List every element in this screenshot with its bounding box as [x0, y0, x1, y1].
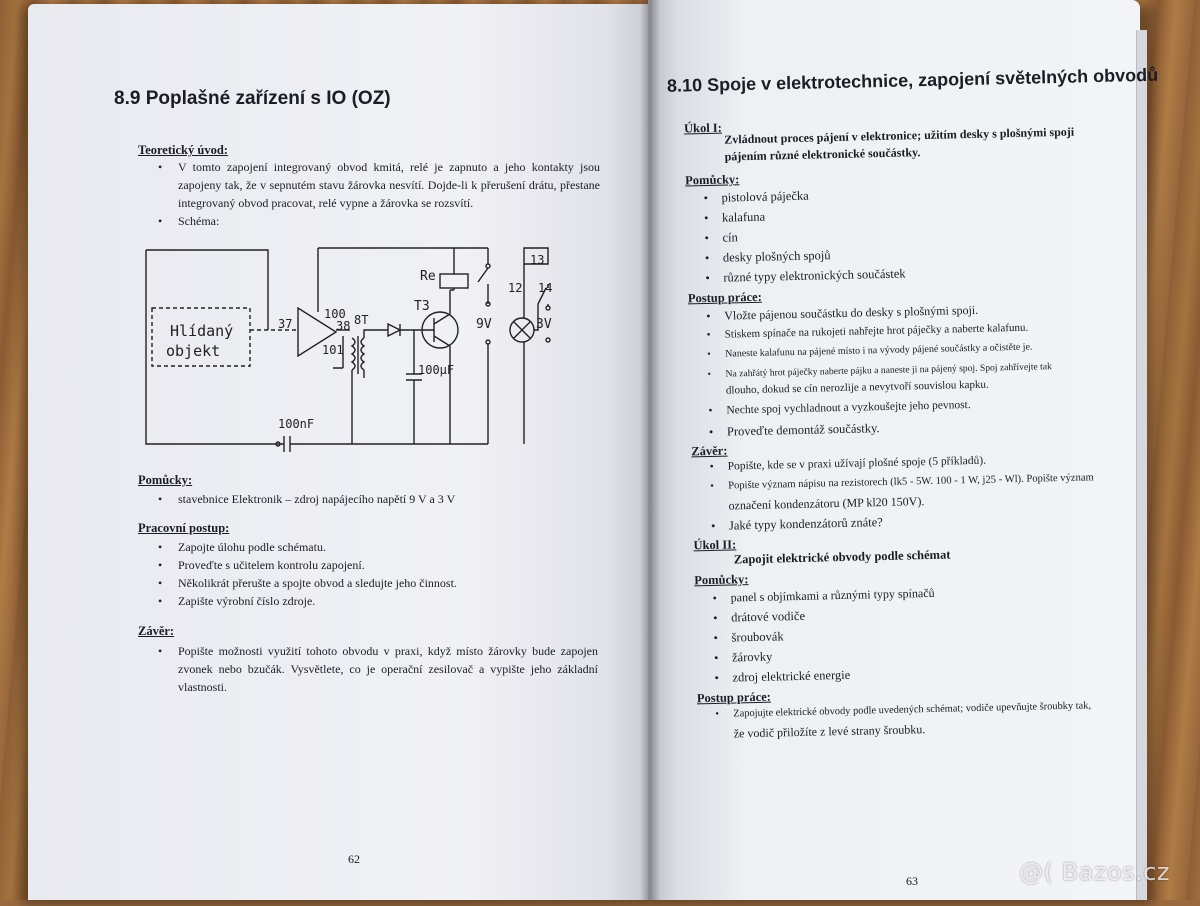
postup2-item [715, 700, 1092, 720]
schema-relay: Re [420, 269, 436, 284]
pomucky1-item [704, 248, 831, 266]
postup-text: Zapojte úlohu podle schématu. [178, 540, 326, 554]
postup2-item-cont [734, 722, 926, 741]
postup-item [158, 574, 457, 592]
bullet-icon: • [158, 160, 163, 174]
postup-text: Zapište výrobní číslo zdroje. [178, 594, 316, 608]
bullet-icon: • [158, 492, 163, 506]
page-edges [1136, 30, 1147, 900]
schema-hlidany-line2: objekt [166, 342, 221, 360]
pomucky-item [158, 490, 456, 508]
pomucky1-item [705, 266, 906, 286]
bullet-icon: • [713, 630, 719, 645]
left-page-number: 62 [348, 852, 360, 866]
pomucky1-text: cín [722, 230, 738, 245]
schema-14: 14 [538, 281, 553, 295]
postup-item [158, 556, 365, 574]
ukol1-text-line2: pájením různé elektronické součástky. [724, 145, 921, 164]
bullet-icon: • [158, 214, 163, 228]
schema-pin100: 100 [324, 307, 346, 321]
pomucky2-text: žárovky [731, 649, 773, 665]
zaver1-item-cont [728, 494, 924, 513]
watermark-text: @( Bazos.cz [1019, 858, 1170, 886]
bullet-icon: • [158, 644, 163, 658]
bullet-icon: • [158, 594, 163, 608]
pomucky1-text: desky plošných spojů [722, 248, 831, 265]
postup1-text: Nechte spoj vychladnout a vyzkoušejte jeho pevnost. [726, 399, 971, 417]
bullet-icon: • [713, 650, 719, 665]
bullet-icon: • [708, 404, 713, 417]
bullet-icon: • [703, 190, 709, 206]
postup1-item [707, 341, 1033, 361]
schema-3v: 3V [536, 317, 552, 332]
zaver1-item [710, 472, 1094, 492]
pomucky-heading: Pomůcky: [138, 473, 193, 487]
schema-pin37: 37 [278, 317, 293, 331]
bullet-icon: • [715, 708, 720, 720]
postup2-heading: Postup práce: [696, 689, 772, 706]
postup1-text: dlouho, dokud se cín nerozlije a nevytvoří souvislou kapku. [725, 378, 989, 397]
pomucky1-item [704, 230, 738, 246]
postup1-text: Proveďte demontáž součástky. [726, 421, 880, 439]
postup1-item [707, 361, 1052, 381]
postup1-text: Vložte pájenou součástku do desky s plošnými spoji. [724, 302, 979, 323]
bullet-icon: • [712, 610, 718, 625]
pomucky-text: stavebnice Elektronik – zdroj napájecího napětí 9 V a 3 V [178, 492, 456, 506]
pomucky2-item [714, 667, 851, 686]
postup1-item-cont [726, 379, 989, 397]
pomucky2-text: drátové vodiče [730, 608, 806, 625]
pomucky2-text: šroubovák [731, 629, 784, 645]
bullet-icon: • [158, 558, 163, 572]
schema-label-item [158, 212, 220, 230]
zaver-heading: Závěr: [138, 624, 175, 638]
postup1-text: Stiskem spínače na rukojeti nahřejte hrot páječky a naberte kalafunu. [724, 321, 1029, 341]
postup2-text: že vodič přiložíte z levé strany šroubku. [733, 722, 926, 741]
schema-trafo: 8T [354, 313, 369, 327]
right-page-title: 8.10 Spoje v elektrotechnice, zapojení světelných obvodů [666, 64, 1159, 96]
postup1-text: Na zahřátý hrot páječky naberte pájku a naneste ji na pájený spoj. Spoj zahřívejte tak [725, 361, 1052, 380]
schema-c2: 100nF [278, 417, 315, 431]
left-page-title: 8.9 Poplašné zařízení s IO (OZ) [114, 88, 391, 109]
zaver1-item [710, 515, 883, 533]
ukol1-text-line1: Zvládnout proces pájení v elektronice; užitím desky s plošnými spoji [724, 124, 1075, 147]
book-gutter [640, 0, 660, 900]
bullet-icon: • [704, 230, 710, 246]
postup-heading: Pracovní postup: [138, 521, 230, 535]
ukol2-label: Úkol II: [693, 537, 737, 553]
postup2-text: Zapojujte elektrické obvody podle uvedených schémat; vodiče upevňujte šroubky tak, [733, 700, 1092, 720]
schema-label: Schéma: [178, 214, 220, 228]
zaver-text: Popište možnosti využití tohoto obvodu v praxi, když místo žárovky bude zapojen zvonek nebo bzučák. Vysvětlete, co je operační zesilovač a vypište jeho základní vlastnosti. [178, 644, 598, 694]
bullet-icon: • [712, 590, 718, 605]
zaver1-text: Popište, kde se v praxi užívají plošné spoje (5 příkladů). [727, 454, 987, 473]
schema-pin101: 101 [322, 343, 344, 357]
postup-text: Proveďte s učitelem kontrolu zapojení. [178, 558, 365, 572]
postup-text: Několikrát přerušte a spojte obvod a sledujte jeho činnost. [178, 576, 457, 590]
ukol1-label: Úkol I: [683, 120, 723, 136]
ukol2-text: Zapojit elektrické obvody podle schémat [733, 547, 951, 567]
pomucky1-item [703, 188, 809, 206]
bullet-icon: • [703, 210, 709, 226]
bullet-icon: • [704, 250, 710, 266]
postup1-heading: Postup práce: [687, 289, 762, 306]
bullet-icon: • [158, 576, 163, 590]
pomucky2-heading: Pomůcky: [694, 572, 749, 588]
pomucky1-text: různé typy elektronických součástek [723, 266, 906, 285]
postup1-item [706, 302, 979, 324]
zaver1-text: Popište význam nápisu na rezistorech (lk5 - 5W. 100 - 1 W, j25 - Wl). Popište význam [728, 472, 1094, 492]
schema-c1: 100μF [418, 363, 455, 377]
postup1-item [708, 421, 880, 439]
circuit-schematic [138, 244, 558, 464]
bullet-icon: • [710, 518, 716, 533]
postup1-item [706, 321, 1029, 342]
zaver1-text: označení kondenzátoru (MP kl20 150V). [728, 494, 925, 513]
zaver1-text: Jaké typy kondenzátorů znáte? [728, 515, 883, 533]
right-page-number: 63 [906, 874, 918, 888]
bullet-icon: • [709, 460, 714, 473]
schema-t3: T3 [414, 299, 430, 314]
pomucky1-text: kalafuna [721, 209, 766, 225]
pomucky2-item [713, 649, 773, 666]
bullet-icon: • [710, 480, 714, 492]
zaver1-item [709, 454, 987, 473]
postup-item [158, 538, 326, 556]
pomucky2-item [712, 585, 935, 606]
teoreticky-text: V tomto zapojení integrovaný obvod kmitá, relé je zapnuto a jeho kontakty jsou zapojeny tak, že v sepnutém stavu žárovka nesvítí. Dojde-li k přerušení drátu, přestane integrovaný obvod pracovat, relé vypne a žárovka se rozsvítí. [178, 160, 600, 210]
schema-pin38: 38 [336, 319, 351, 333]
pomucky2-text: zdroj elektrické energie [732, 667, 851, 685]
schema-12: 12 [508, 281, 523, 295]
pomucky2-item [713, 629, 784, 645]
bullet-icon: • [706, 328, 711, 342]
postup1-item [708, 399, 971, 417]
right-page-content [660, 30, 1159, 760]
bullet-icon: • [714, 670, 720, 685]
bullet-icon: • [706, 308, 711, 324]
pomucky2-text: panel s objímkami a různými typy spínačů [730, 585, 935, 605]
bullet-icon: • [708, 424, 714, 439]
postup1-text: Naneste kalafunu na pájené místo i na vývody pájené součástky a očistěte je. [725, 341, 1033, 360]
bullet-icon: • [707, 368, 712, 381]
pomucky1-text: pistolová páječka [721, 188, 809, 205]
zaver1-heading: Závěr: [691, 443, 728, 459]
pomucky2-item [712, 608, 806, 626]
schema-hlidany-line1: Hlídaný [170, 322, 234, 340]
bullet-icon: • [158, 540, 163, 554]
teoreticky-item [158, 158, 600, 212]
bullet-icon: • [707, 348, 711, 361]
pomucky1-heading: Pomůcky: [685, 172, 740, 188]
teoreticky-heading: Teoretický úvod: [138, 143, 228, 157]
schema-13: 13 [530, 253, 545, 267]
postup-item [158, 592, 316, 610]
zaver-item [158, 642, 598, 696]
bullet-icon: • [705, 270, 710, 286]
pomucky1-item [703, 209, 766, 226]
schema-9v: 9V [476, 317, 492, 332]
